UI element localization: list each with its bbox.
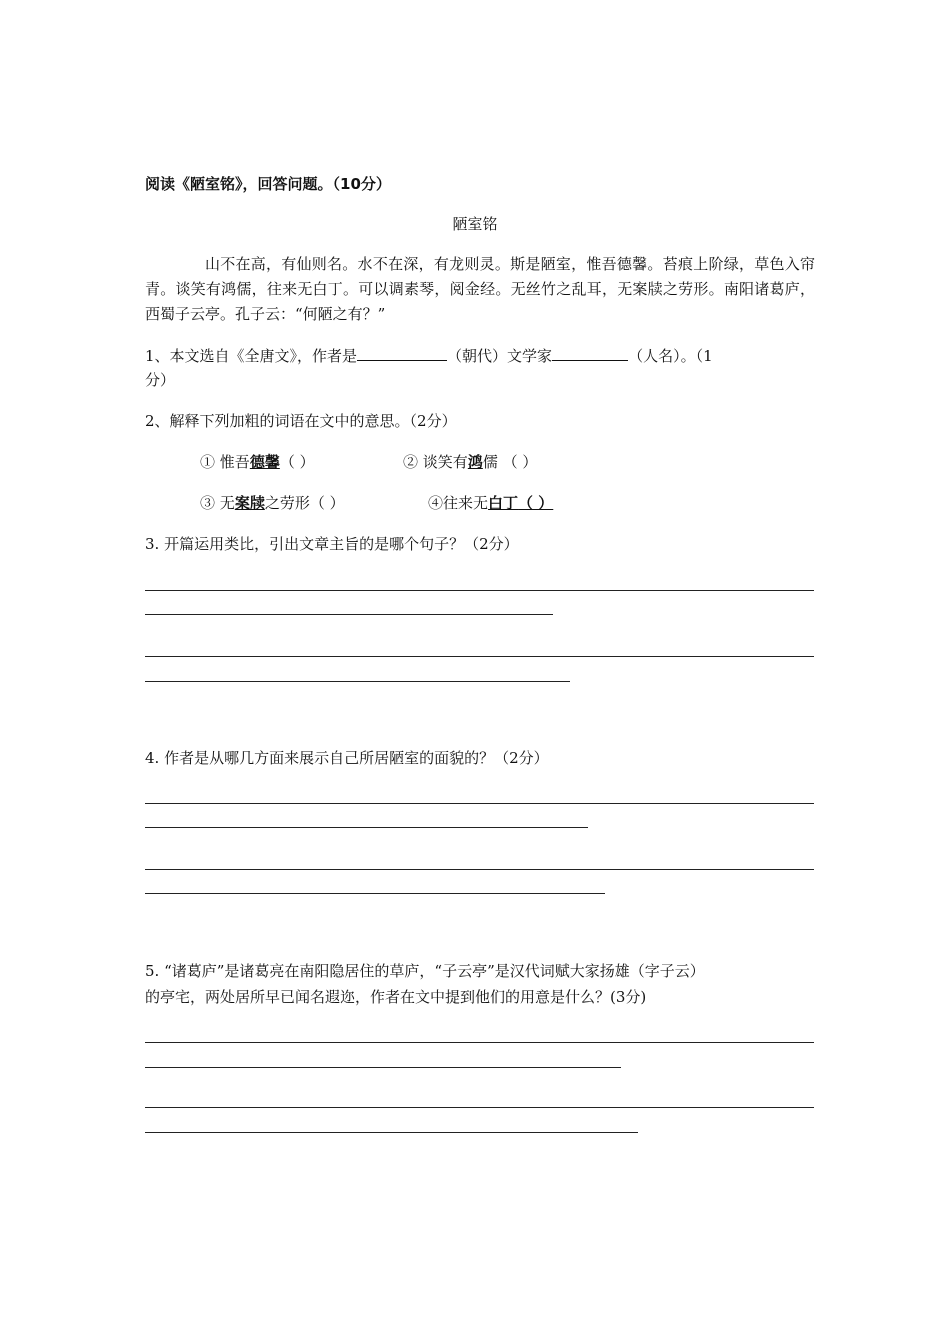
q1-dynasty-blank[interactable] — [357, 344, 447, 361]
q2-item-4-bold-word: 白丁 — [488, 494, 519, 512]
q2-item-3-number: ③ — [200, 494, 216, 512]
q2-item-3 — [200, 491, 345, 515]
question-5-line-1: 5. “诸葛庐”是诸葛亮在南阳隐居住的草庐，“子云亭”是汉代词赋大家扬雄（字子云） — [145, 962, 705, 980]
q2-item-1-answer-paren[interactable]: （ ） — [279, 453, 315, 471]
question-1 — [145, 344, 713, 368]
q1-text-pre: 1、本文选自《全唐文》，作者是 — [145, 347, 358, 365]
q2-item-4 — [428, 491, 553, 515]
q2-item-4-pre: 往来无 — [443, 494, 489, 512]
question-4: 4. 作者是从哪几方面来展示自己所居陋室的面貌的？（2分） — [145, 749, 549, 767]
q2-item-4-answer-paren[interactable]: （ ） — [518, 494, 554, 512]
q1-text-post: （人名）。（1 — [628, 347, 713, 365]
q1-author-blank[interactable] — [552, 344, 628, 361]
q2-item-4-number: ④ — [428, 494, 444, 512]
q2-item-2-pre: 谈笑有 — [422, 453, 468, 471]
q2-item-3-pre: 无 — [219, 494, 235, 512]
q5-answer-line-2[interactable] — [145, 1067, 621, 1068]
q4-answer-line-2[interactable] — [145, 827, 588, 828]
section-heading: 阅读《陋室铭》，回答问题。（10分） — [145, 175, 391, 193]
q3-answer-line-4[interactable] — [145, 681, 570, 682]
q2-item-2-number: ② — [403, 453, 419, 471]
q4-answer-line-3[interactable] — [145, 869, 814, 870]
q2-item-2 — [403, 450, 537, 474]
q2-item-3-answer-paren[interactable]: 之劳形（ ） — [264, 494, 345, 512]
q5-answer-line-1[interactable] — [145, 1042, 814, 1043]
q1-text-mid: （朝代）文学家 — [447, 347, 553, 365]
q5-answer-line-3[interactable] — [145, 1107, 814, 1108]
q2-item-1-pre: 惟吾 — [219, 453, 250, 471]
q2-item-1-bold-word: 德馨 — [249, 453, 280, 471]
passage-text: 山不在高，有仙则名。水不在深，有龙则灵。斯是陋室，惟吾德馨。苔痕上阶绿，草色入帘青。谈笑有鸿儒，往来无白丁。可以调素琴，阅金经。无丝竹之乱耳，无案牍之劳形。南阳诸葛庐，西蜀子云亭。孔子云：“何陋之有？” — [145, 255, 815, 323]
question-2: 2、解释下列加粗的词语在文中的意思。（2分） — [145, 412, 457, 430]
q2-item-2-bold-word: 鸿 — [467, 453, 483, 471]
question-5-line-2: 的亭宅，两处居所早已闻名遐迩，作者在文中提到他们的用意是什么？(3分) — [145, 988, 647, 1006]
q3-answer-line-3[interactable] — [145, 656, 814, 657]
passage-title: 陋室铭 — [452, 215, 498, 233]
q4-answer-line-4[interactable] — [145, 893, 605, 894]
q4-answer-line-1[interactable] — [145, 803, 814, 804]
q3-answer-line-1[interactable] — [145, 590, 814, 591]
q2-item-1-number: ① — [200, 453, 216, 471]
q5-answer-line-4[interactable] — [145, 1132, 638, 1133]
question-3: 3. 开篇运用类比，引出文章主旨的是哪个句子？（2分） — [145, 535, 519, 553]
q2-item-3-bold-word: 案牍 — [234, 494, 265, 512]
q1-tail: 分） — [145, 371, 176, 389]
q2-item-2-answer-paren[interactable]: 儒 （ ） — [482, 453, 538, 471]
q2-item-1 — [200, 450, 315, 474]
q3-answer-line-2[interactable] — [145, 614, 553, 615]
